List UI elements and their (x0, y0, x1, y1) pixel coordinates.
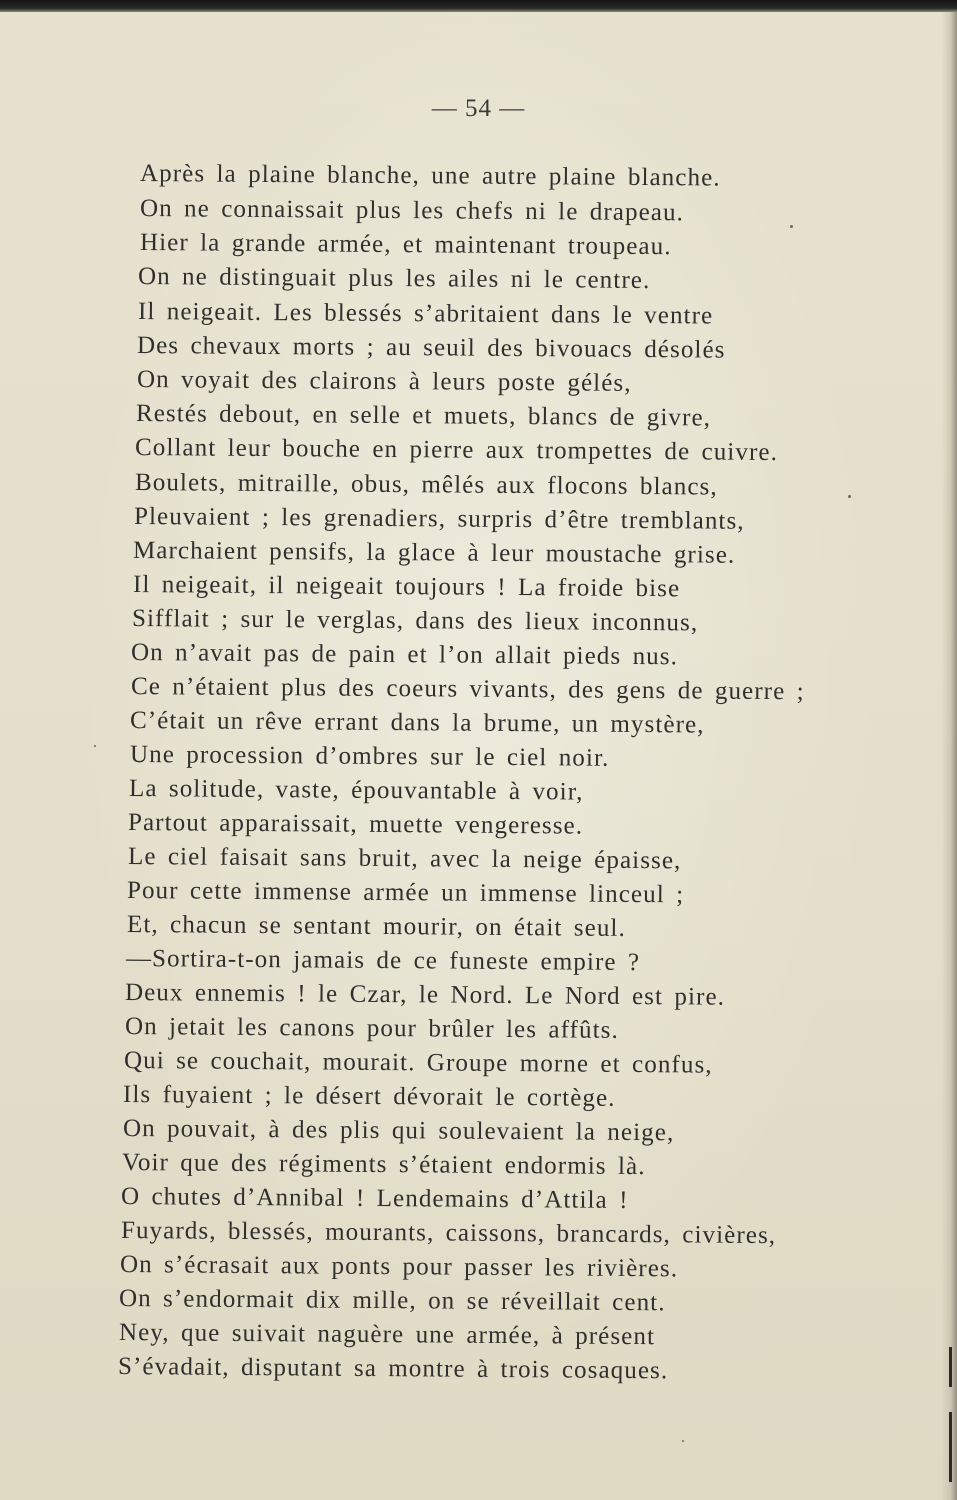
paper-speck (790, 225, 793, 228)
poem-line: Voir que des régiments s’étaient endormis là. (121, 1149, 646, 1181)
poem-line: On s’endormait dix mille, on se réveillait cent. (118, 1285, 666, 1317)
poem-line: Après la plaine blanche, une autre plaine blanche. (139, 160, 721, 192)
poem-line: Fuyards, blessés, mourants, caissons, brancards, civières, (120, 1217, 777, 1250)
poem-line: Des chevaux morts ; au seuil des bivouacs désolés (136, 332, 726, 364)
poem-line: Le ciel faisait sans bruit, avec la neige épaisse, (127, 843, 682, 875)
poem-line: Marchaient pensifs, la glace à leur moustache grise. (132, 537, 736, 569)
poem-line: C’était un rêve errant dans la brume, un mystère, (129, 707, 705, 739)
poem-line: Ils fuyaient ; le désert dévorait le cortège. (122, 1081, 616, 1112)
poem-line: Partout apparaissait, muette vengeresse. (127, 809, 584, 840)
poem-line: On n’avait pas de pain et l’on allait pieds nus. (130, 639, 679, 671)
paper-speck (682, 1440, 684, 1442)
poem-line: Pour cette immense armée un immense linceul ; (126, 877, 685, 909)
paper-speck (94, 745, 96, 747)
poem-line: Une procession d’ombres sur le ciel noir. (129, 741, 610, 772)
poem-line: Restés debout, en selle et muets, blancs de givre, (135, 400, 712, 432)
poem-line: Sifflait ; sur le verglas, dans des lieux inconnus, (131, 605, 699, 637)
poem-line: Il neigeait. Les blessés s’abritaient dans le ventre (137, 298, 714, 330)
page-number: — 54 — (431, 95, 526, 122)
poem-line: Ney, que suivait naguère une armée, à présent (118, 1319, 656, 1351)
poem-line: On jetait les canons pour brûler les affûts. (124, 1013, 619, 1044)
poem-line: On ne distinguait plus les ailes ni le centre. (137, 263, 651, 295)
poem-line: Et, chacun se sentant mourir, on était seul. (126, 911, 626, 942)
poem-line: S’évadait, disputant sa montre à trois cosaques. (117, 1353, 669, 1385)
poem-line: Qui se couchait, mourait. Groupe morne et confus, (123, 1047, 713, 1079)
poem-line: Il neigeait, il neigeait toujours ! La froide bise (132, 571, 681, 603)
poem-line: Boulets, mitraille, obus, mêlés aux flocons blancs, (134, 469, 718, 501)
poem-line: On pouvait, à des plis qui soulevaient la neige, (122, 1115, 675, 1147)
poem-line: Pleuvaient ; les grenadiers, surpris d’être tremblants, (133, 503, 745, 535)
poem-line: On ne connaissait plus les chefs ni le drapeau. (139, 195, 685, 227)
poem-line: —Sortira-t-on jamais de ce funeste empire ? (125, 945, 641, 977)
poem-line: Collant leur bouche en pierre aux trompettes de cuivre. (134, 434, 779, 467)
poem-line: Ce n’étaient plus des coeurs vivants, des gens de guerre ; (130, 673, 805, 706)
poem-line: Hier la grande armée, et maintenant troupeau. (139, 229, 672, 261)
poem-line: On voyait des clairons à leurs poste gélés, (136, 366, 632, 397)
poem-line: Deux ennemis ! le Czar, le Nord. Le Nord est pire. (124, 979, 726, 1011)
poem-line: La solitude, vaste, épouvantable à voir, (128, 775, 584, 806)
poem-line: O chutes d’Annibal ! Lendemains d’Attila ! (120, 1183, 629, 1214)
paper-speck (848, 495, 851, 498)
poem-line: On s’écrasait aux ponts pour passer les rivières. (119, 1251, 679, 1283)
